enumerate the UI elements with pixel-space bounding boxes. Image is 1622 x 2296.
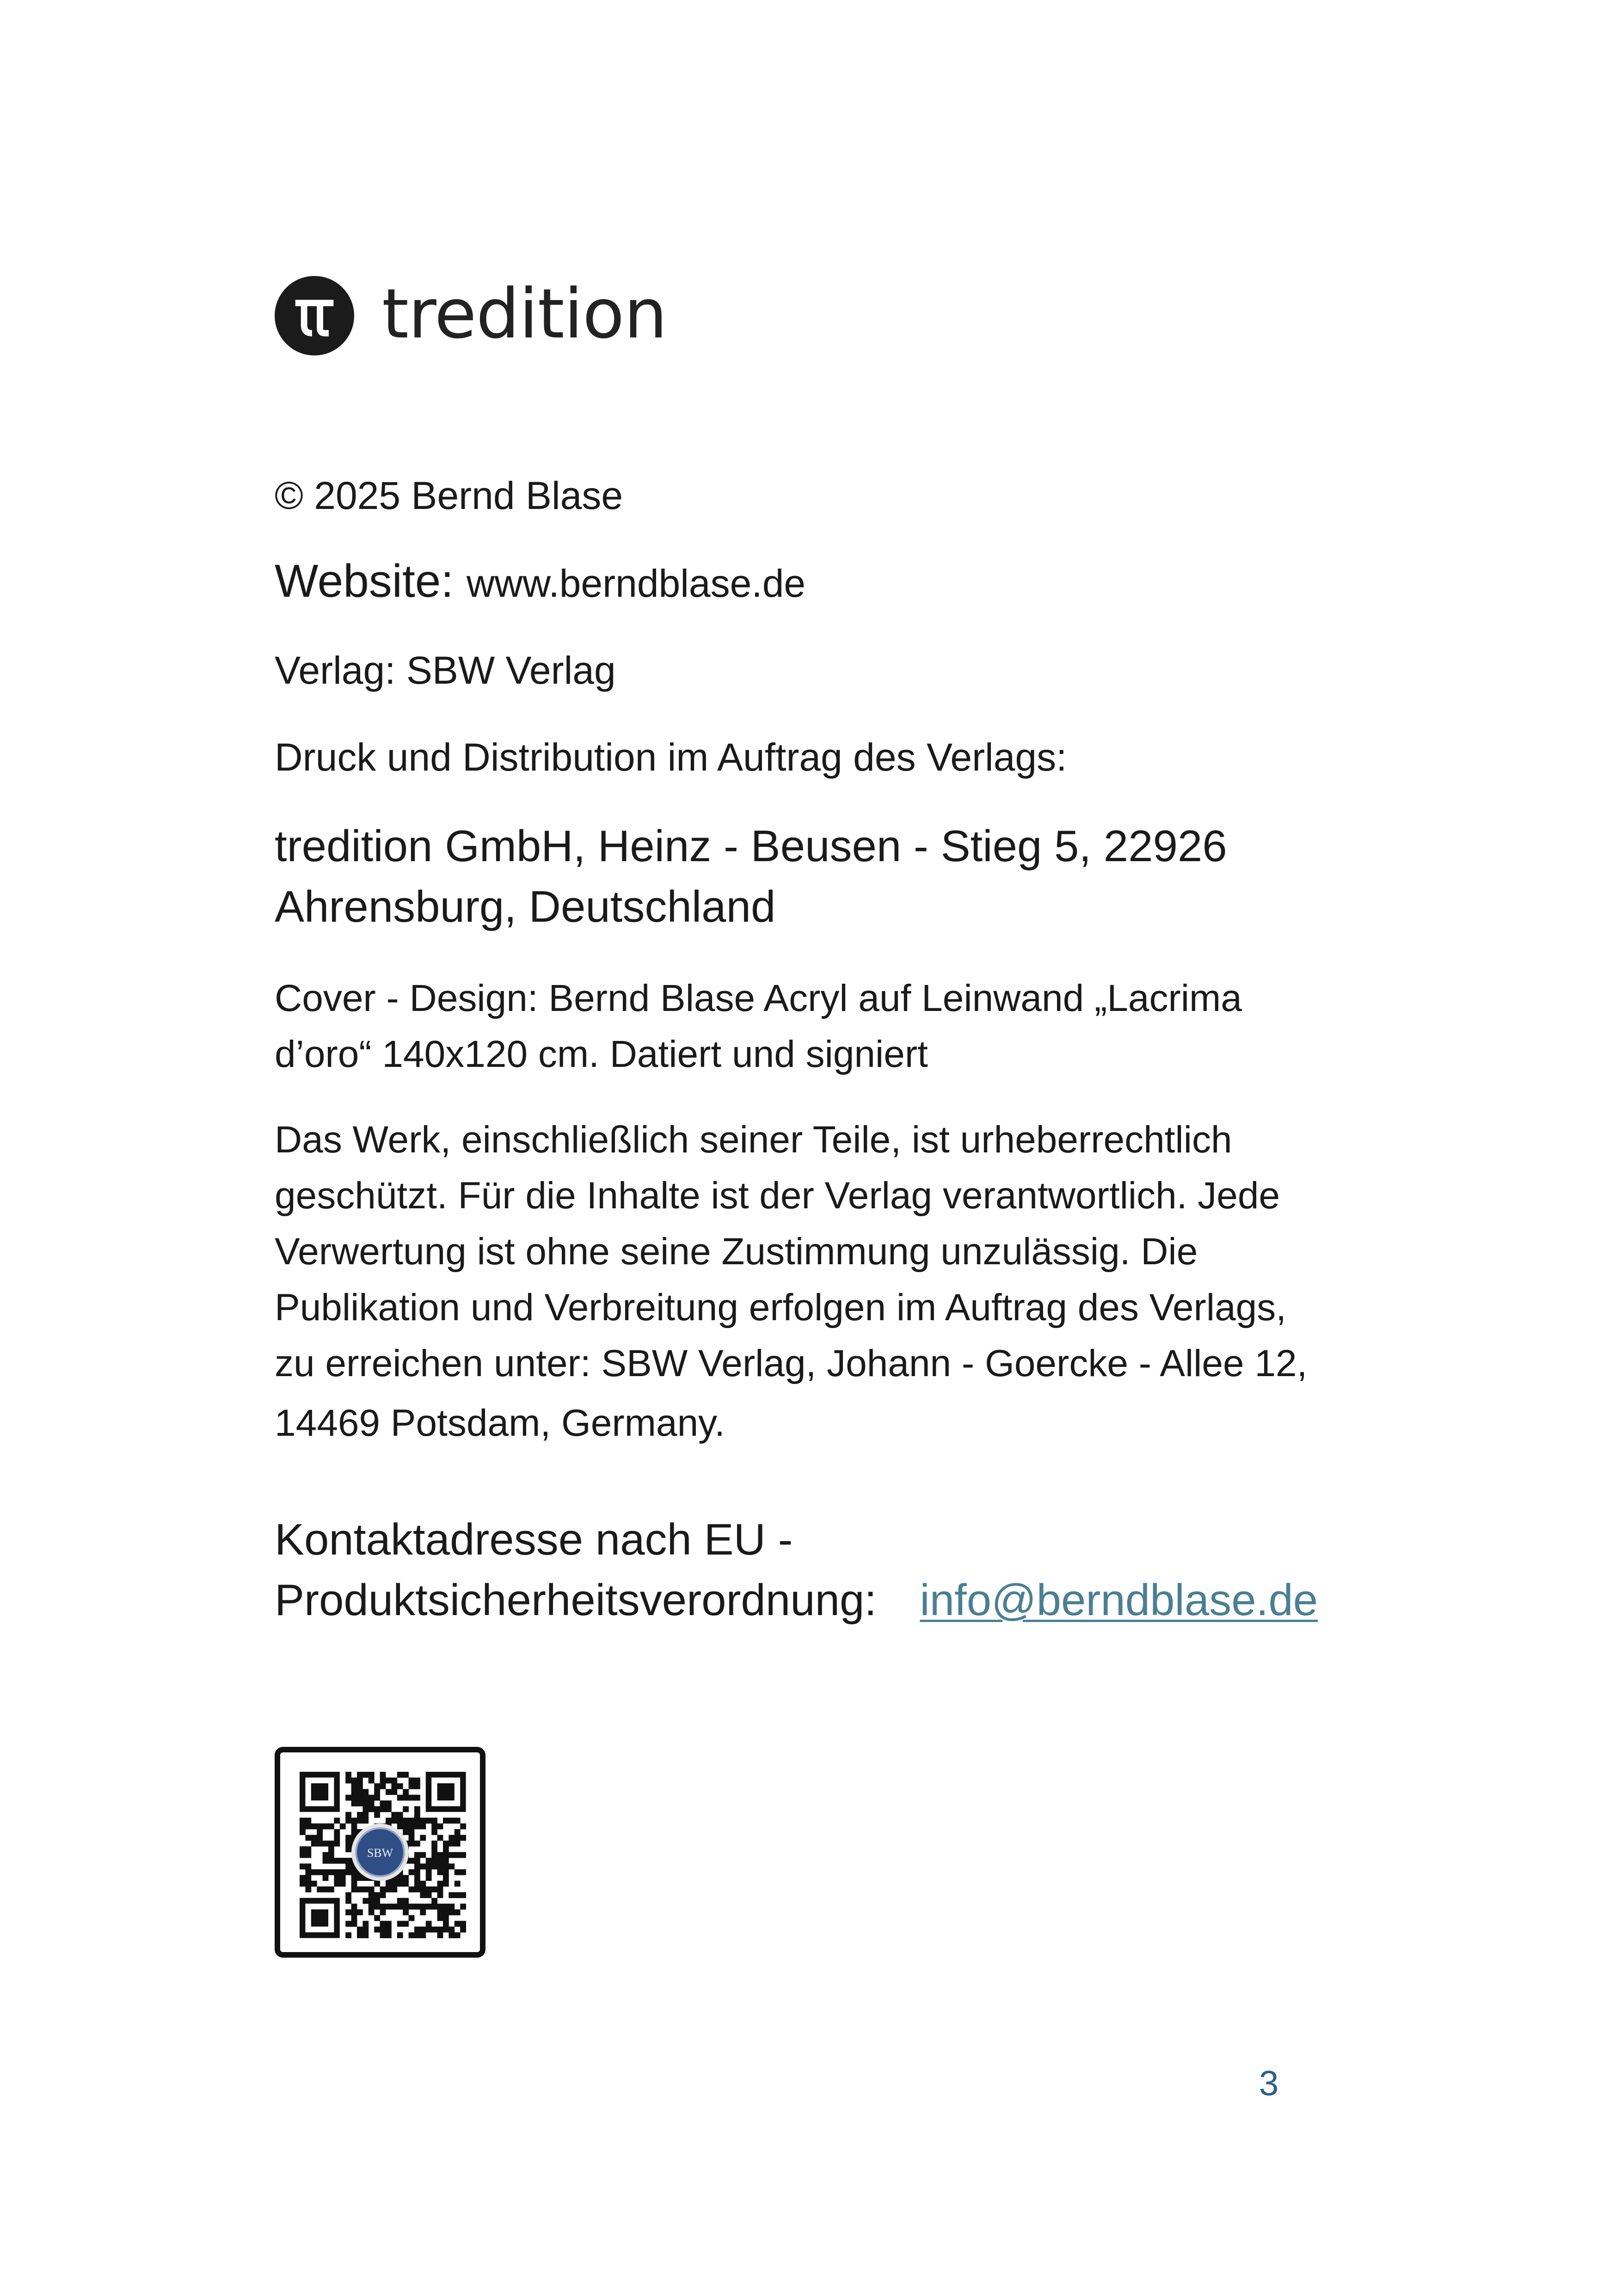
website-label: Website: xyxy=(275,555,454,607)
rights-paragraph xyxy=(275,1112,1307,1451)
tredition-wordmark: tredition xyxy=(382,274,667,354)
website-line xyxy=(275,555,806,607)
rights-line: zu erreichen unter: SBW Verlag, Johann - Goercke - Allee 12, xyxy=(275,1342,1308,1384)
publisher-line: Verlag: SBW Verlag xyxy=(275,649,616,692)
rights-line: 14469 Potsdam, Germany. xyxy=(275,1402,725,1444)
printer-line-1: tredition GmbH, Heinz - Beusen - Stieg 5, 22926 xyxy=(275,821,1227,871)
tredition-logo xyxy=(275,276,667,355)
rights-line: geschützt. Für die Inhalte ist der Verlag verantwortlich. Jede xyxy=(275,1175,1280,1217)
contact-email-link[interactable]: info@berndblase.de xyxy=(920,1575,1318,1625)
qr-code xyxy=(275,1747,485,1958)
page-number: 3 xyxy=(1259,2064,1279,2103)
qr-code-icon xyxy=(280,1752,480,1952)
contact-block xyxy=(275,1509,1318,1630)
tredition-logo-icon xyxy=(275,276,354,355)
cover-credit xyxy=(275,970,1242,1082)
website-url[interactable]: www.berndblase.de xyxy=(467,562,806,605)
contact-label: Produktsicherheitsverordnung: xyxy=(275,1575,877,1625)
rights-line: Verwertung ist ohne seine Zustimmung unzulässig. Die xyxy=(275,1231,1198,1273)
contact-line-2 xyxy=(275,1570,1318,1630)
copyright-line: © 2025 Bernd Blase xyxy=(275,474,623,517)
cover-line-1: Cover - Design: Bernd Blase Acryl auf Leinwand „Lacrima xyxy=(275,977,1242,1019)
rights-line: Das Werk, einschließlich seiner Teile, ist urheberrechtlich xyxy=(275,1119,1232,1161)
rights-line: Publikation und Verbreitung erfolgen im Auftrag des Verlags, xyxy=(275,1286,1287,1329)
contact-line-1: Kontaktadresse nach EU - xyxy=(275,1515,793,1564)
cover-line-2: d’oro“ 140x120 cm. Datiert und signiert xyxy=(275,1033,928,1075)
printer-address xyxy=(275,816,1227,937)
print-note: Druck und Distribution im Auftrag des Verlags: xyxy=(275,735,1067,779)
qr-center-badge: SBW xyxy=(367,1846,393,1860)
printer-line-2: Ahrensburg, Deutschland xyxy=(275,882,776,931)
